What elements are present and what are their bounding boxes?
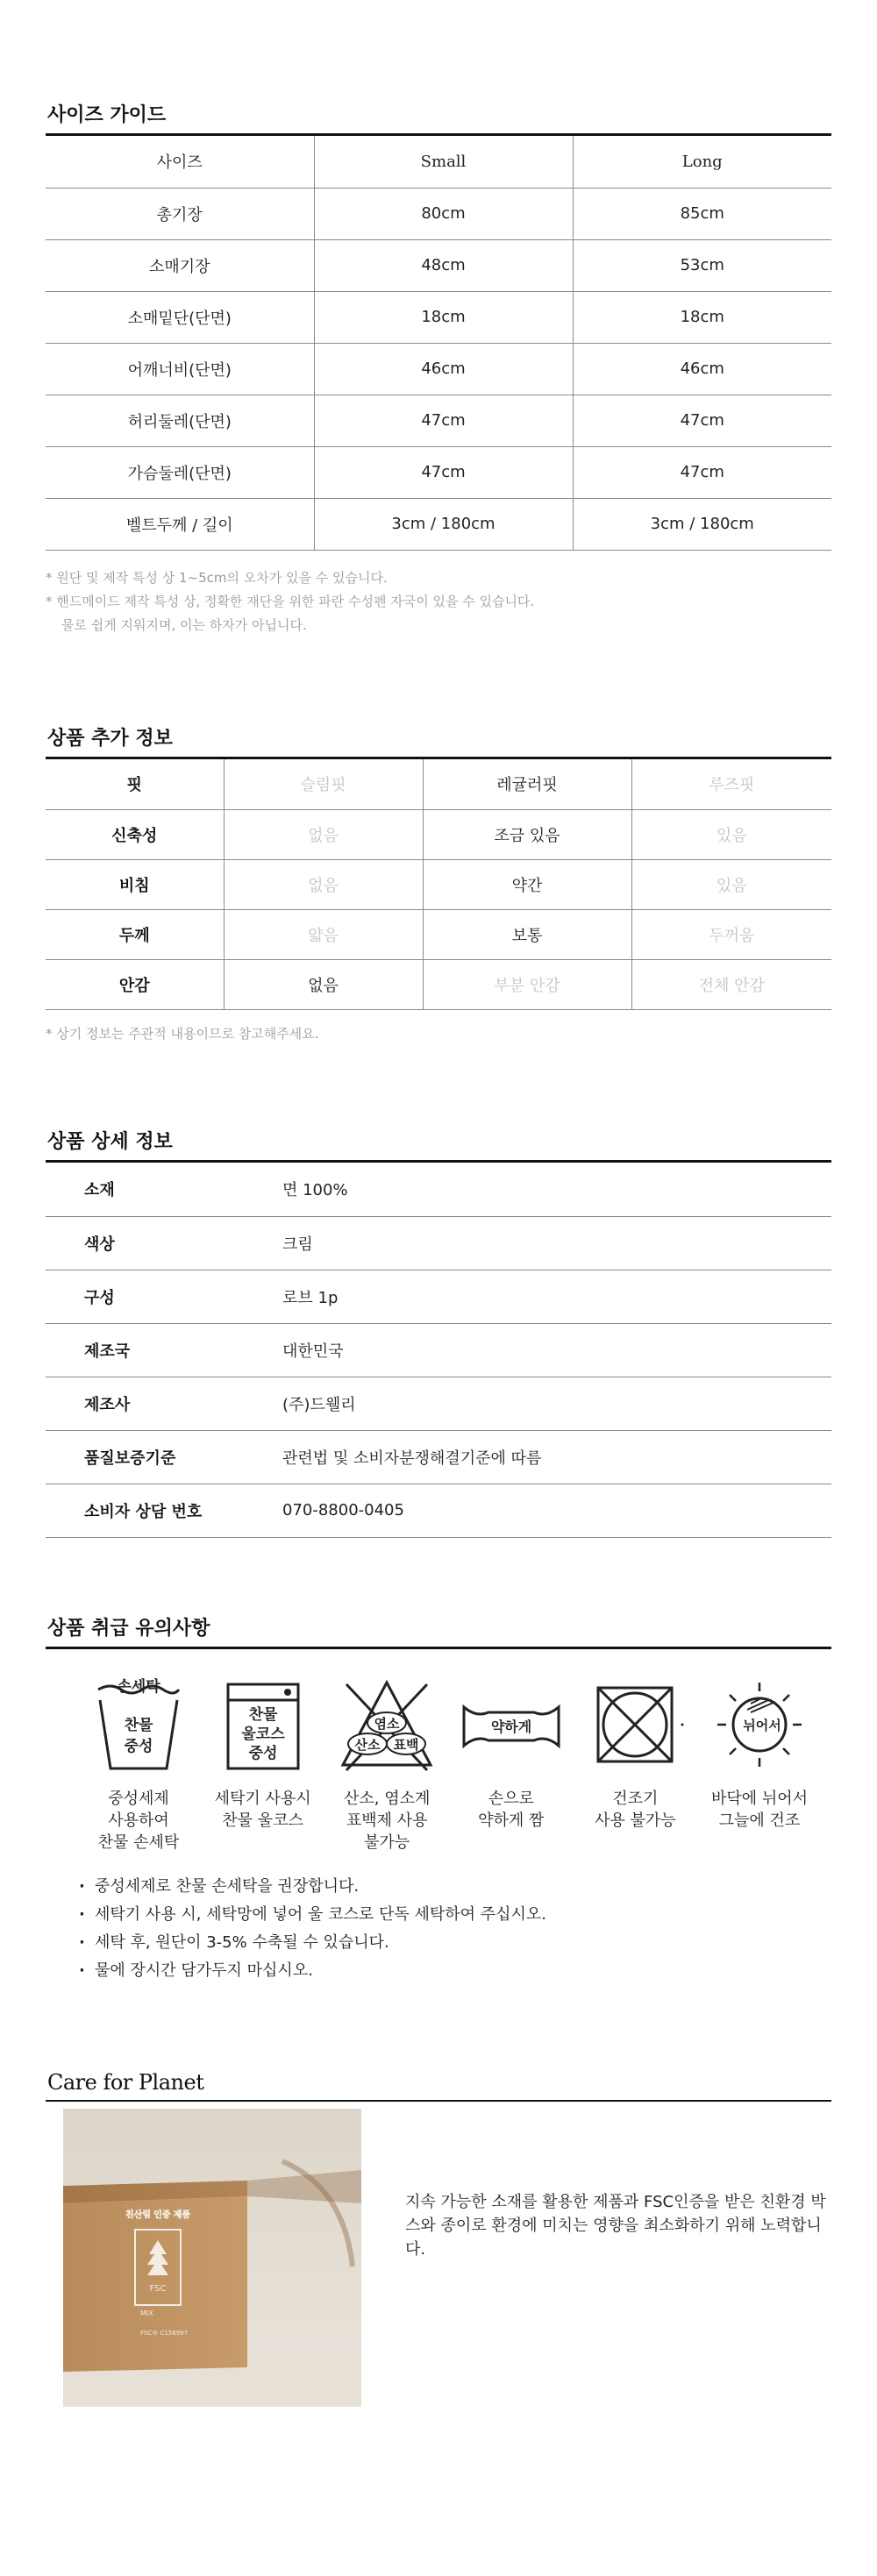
table-row <box>46 959 831 1009</box>
row-value: 대한민국 <box>282 1323 831 1377</box>
symbol-text: 뉘어서 <box>743 1718 781 1733</box>
table-cell: 46cm <box>573 343 831 395</box>
table-row <box>46 1163 831 1216</box>
table-row <box>46 1484 831 1537</box>
size-table-header <box>46 136 831 188</box>
table-row <box>46 1216 831 1270</box>
row-label: 신축성 <box>46 809 224 859</box>
table-cell: 53cm <box>573 239 831 291</box>
row-label: 비침 <box>46 859 224 909</box>
care-bullets <box>46 1873 831 1985</box>
table-row <box>46 809 831 859</box>
size-table <box>46 136 831 551</box>
planet-section <box>46 2065 831 2477</box>
option-cell-selected: 없음 <box>224 959 423 1009</box>
table-row <box>46 859 831 909</box>
size-guide-section <box>46 98 831 637</box>
table-row <box>46 1377 831 1430</box>
option-cell-selected: 약간 <box>423 859 631 909</box>
care-item <box>703 1674 816 1854</box>
option-cell: 두꺼움 <box>631 909 831 959</box>
symbol-text: 염소 <box>374 1716 400 1732</box>
row-value: 070-8800-0405 <box>282 1484 831 1537</box>
detail-info-table <box>46 1163 831 1538</box>
row-label: 제조사 <box>46 1377 282 1430</box>
table-cell: 3cm / 180cm <box>573 498 831 550</box>
option-cell: 전체 안감 <box>631 959 831 1009</box>
size-guide-title: 사이즈 가이드 <box>47 104 167 126</box>
table-cell: 48cm <box>314 239 573 291</box>
table-row <box>46 446 831 498</box>
care-caption: 중성세제 사용하여 찬물 손세탁 <box>97 1790 180 1852</box>
symbol-text: 찬물 <box>124 1717 153 1734</box>
row-label: 두께 <box>46 909 224 959</box>
row-label: 가슴둘레(단면) <box>46 446 314 498</box>
table-row <box>46 498 831 550</box>
list-item: · 물에 장시간 담가두지 마십시오. <box>79 1957 831 1985</box>
row-label: 허리둘레(단면) <box>46 395 314 446</box>
row-value: 면 100% <box>282 1163 831 1216</box>
row-value: 관련법 및 소비자분쟁해결기준에 따름 <box>282 1430 831 1484</box>
table-row <box>46 239 831 291</box>
table-row <box>46 343 831 395</box>
care-icons <box>46 1649 831 1854</box>
care-item <box>331 1674 443 1854</box>
box-code: FSC® C156997 <box>140 2330 189 2337</box>
row-label: 색상 <box>46 1216 282 1270</box>
table-row <box>46 395 831 446</box>
box-label: 친산림 인증 제품 <box>125 2210 190 2220</box>
row-label: 핏 <box>46 759 224 809</box>
list-item: · 세탁 후, 원단이 3-5% 수축될 수 있습니다. <box>79 1929 831 1957</box>
extra-info-table <box>46 759 831 1010</box>
size-notes <box>46 566 831 637</box>
extra-notes <box>46 1022 831 1046</box>
no-tumble-dry-icon <box>582 1674 688 1779</box>
table-row <box>46 759 831 809</box>
detail-info-title: 상품 상세 정보 <box>47 1131 173 1153</box>
table-cell: 85cm <box>573 188 831 239</box>
option-cell: 얇음 <box>224 909 423 959</box>
header-cell: Small <box>314 136 573 188</box>
note: * 상기 정보는 주관적 내용이므로 참고해주세요. <box>46 1025 319 1042</box>
table-cell: 47cm <box>314 446 573 498</box>
row-label: 안감 <box>46 959 224 1009</box>
eco-box-image <box>63 2109 361 2407</box>
care-title: 상품 취급 유의사항 <box>47 1618 210 1640</box>
care-caption: 산소, 염소계 표백제 사용 불가능 <box>343 1790 431 1852</box>
symbol-text: 찬물 <box>248 1706 278 1724</box>
header-cell: Long <box>573 136 831 188</box>
care-section <box>46 1612 831 1985</box>
option-cell: 있음 <box>631 809 831 859</box>
title-rule <box>46 2100 831 2102</box>
option-cell-selected: 보통 <box>423 909 631 959</box>
option-cell: 슬림핏 <box>224 759 423 809</box>
symbol-text: 표백 <box>393 1737 419 1753</box>
option-cell-selected: 조금 있음 <box>423 809 631 859</box>
row-label: 어깨너비(단면) <box>46 343 314 395</box>
gentle-wring-icon <box>459 1674 564 1779</box>
list-item: · 세탁기 사용 시, 세탁망에 넣어 울 코스로 단독 세탁하여 주십시오. <box>79 1901 831 1929</box>
symbol-text: 중성 <box>248 1745 278 1762</box>
symbol-text: 울코스 <box>240 1726 285 1743</box>
table-cell: 46cm <box>314 343 573 395</box>
extra-info-section <box>46 722 831 1046</box>
dry-flat-shade-icon <box>707 1674 812 1779</box>
row-label: 소비자 상담 번호 <box>46 1484 282 1537</box>
row-label: 소매밑단(단면) <box>46 291 314 343</box>
note: 물로 쉽게 지워지며, 이는 하자가 아닙니다. <box>61 616 307 633</box>
care-caption: 세탁기 사용시 찬물 울코스 <box>214 1790 311 1830</box>
note: * 핸드메이드 제작 특성 상, 정확한 재단을 위한 파란 수성펜 자국이 있을 수 있습니다. <box>46 593 535 609</box>
symbol-text: 손세탁 <box>117 1678 160 1696</box>
option-cell-selected: 레귤러핏 <box>423 759 631 809</box>
table-cell: 47cm <box>314 395 573 446</box>
option-cell: 없음 <box>224 809 423 859</box>
table-row <box>46 1323 831 1377</box>
care-caption: 바닥에 뉘어서 그늘에 건조 <box>710 1790 808 1830</box>
row-label: 구성 <box>46 1270 282 1323</box>
hand-wash-tub-icon <box>86 1674 191 1779</box>
row-label: 소매기장 <box>46 239 314 291</box>
detail-info-section <box>46 1125 831 1538</box>
symbol-text: 약하게 <box>490 1719 531 1735</box>
row-label: 총기장 <box>46 188 314 239</box>
table-row <box>46 909 831 959</box>
care-caption: 손으로 약하게 짬 <box>478 1790 545 1830</box>
table-cell: 18cm <box>573 291 831 343</box>
row-label: 품질보증기준 <box>46 1430 282 1484</box>
list-item: · 중성세제로 찬물 손세탁을 권장합니다. <box>79 1873 831 1901</box>
care-item <box>82 1674 195 1854</box>
table-cell: 47cm <box>573 395 831 446</box>
row-label: 소재 <box>46 1163 282 1216</box>
washing-machine-icon <box>210 1674 316 1779</box>
header-cell: 사이즈 <box>46 136 314 188</box>
note: * 원단 및 제작 특성 상 1~5cm의 오차가 있을 수 있습니다. <box>46 569 388 586</box>
row-value: 로브 1p <box>282 1270 831 1323</box>
box-fsc: FSC <box>149 2284 167 2294</box>
row-label: 벨트두께 / 길이 <box>46 498 314 550</box>
table-cell: 80cm <box>314 188 573 239</box>
table-cell: 47cm <box>573 446 831 498</box>
option-cell: 없음 <box>224 859 423 909</box>
option-cell: 부분 안감 <box>423 959 631 1009</box>
table-row <box>46 1270 831 1323</box>
table-cell: 18cm <box>314 291 573 343</box>
row-label: 제조국 <box>46 1323 282 1377</box>
no-bleach-icon <box>334 1674 439 1779</box>
care-item <box>579 1674 691 1854</box>
care-item <box>455 1674 567 1854</box>
extra-info-title: 상품 추가 정보 <box>47 728 173 750</box>
eco-box-photo <box>63 2109 361 2407</box>
care-item <box>207 1674 319 1854</box>
table-row <box>46 291 831 343</box>
table-row <box>46 188 831 239</box>
option-cell: 있음 <box>631 859 831 909</box>
row-value: (주)드웰리 <box>282 1377 831 1430</box>
option-cell: 루즈핏 <box>631 759 831 809</box>
table-row <box>46 1430 831 1484</box>
symbol-text: 산소 <box>354 1737 381 1753</box>
symbol-text: 중성 <box>124 1738 153 1755</box>
care-caption: 건조기 사용 불가능 <box>595 1790 676 1830</box>
row-value: 크림 <box>282 1216 831 1270</box>
planet-title: Care for Planet <box>47 2070 204 2095</box>
box-mix: MIX <box>140 2309 153 2317</box>
planet-description: 지속 가능한 소재를 활용한 제품과 FSC인증을 받은 친환경 박스와 종이로 환경에 미치는 영향을 최소화하기 위해 노력합니다. <box>405 2193 826 2259</box>
table-cell: 3cm / 180cm <box>314 498 573 550</box>
